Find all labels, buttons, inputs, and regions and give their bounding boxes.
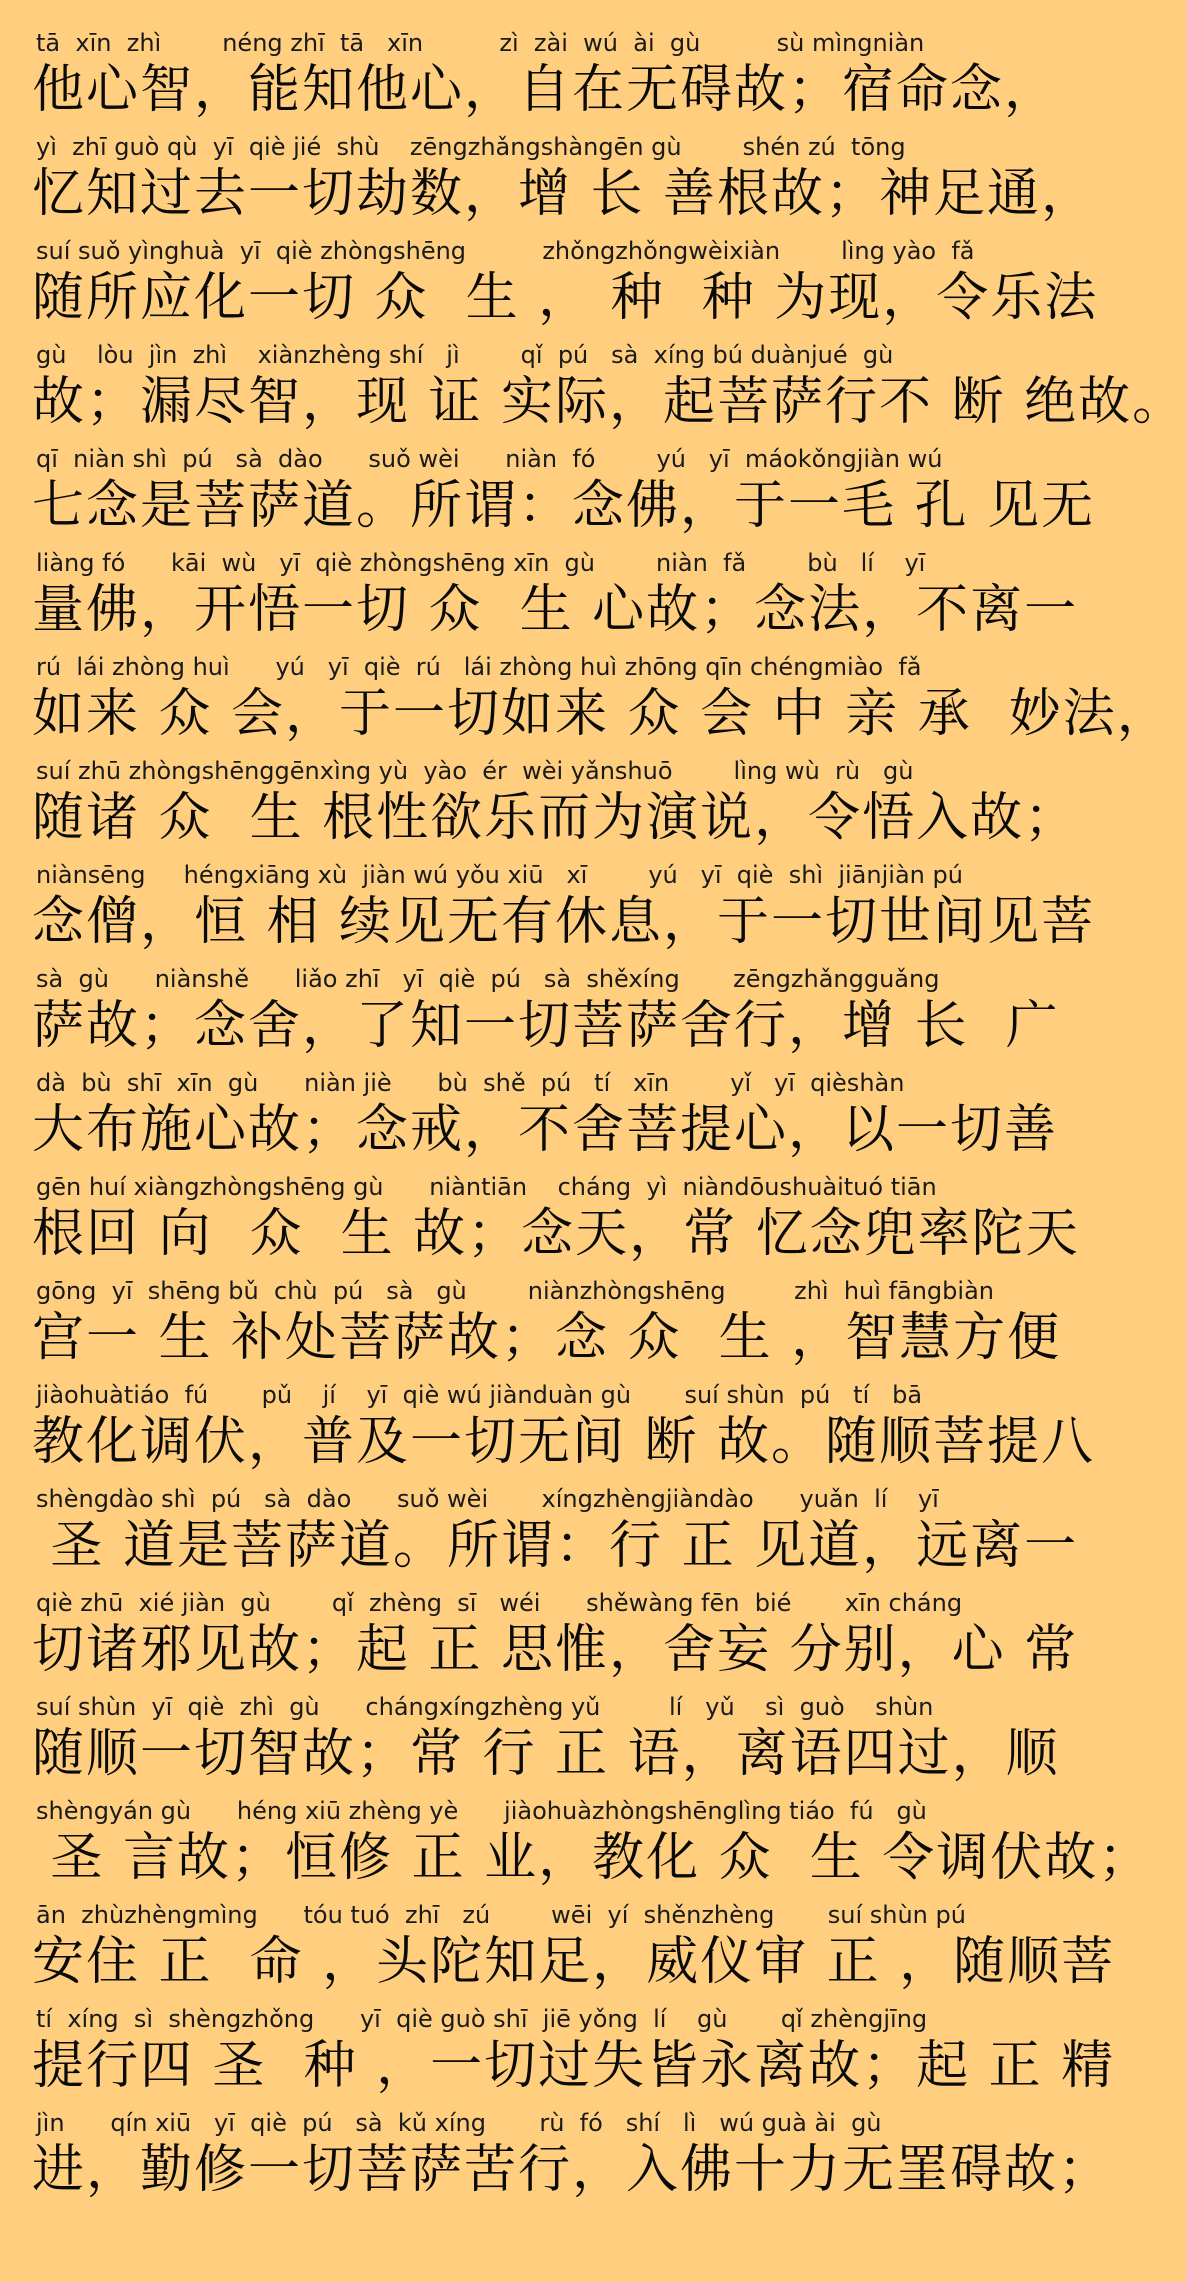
hanzi-text: 切诸邪见故；起 正 思惟，舍妄 分别，心 常 bbox=[32, 1620, 1079, 1680]
text-line bbox=[0, 652, 1171, 756]
hanzi-text: 念僧，恒 相 续见无有休息，于一切世间见菩 bbox=[32, 892, 1096, 952]
pinyin-annotation: sà gù niànshě liǎo zhī yī qiè pú sà shěxíng zēngzhǎngguǎng bbox=[36, 965, 940, 993]
pinyin-annotation: shèngyán gù héng xiū zhèng yè jiàohuàzhòngshēnglìng tiáo fú gù bbox=[36, 1797, 927, 1825]
hanzi-text: 随所应化一切 众 生 ， 种 种 为现，令乐法 bbox=[32, 268, 1099, 328]
pinyin-annotation: rú lái zhòng huì yú yī qiè rú lái zhòng huì zhōng qīn chéngmiào fǎ bbox=[36, 653, 922, 681]
hanzi-text: 如来 众 会，于一切如来 众 会 中 亲 承 妙法， bbox=[32, 684, 1171, 744]
text-line bbox=[0, 1900, 1116, 2004]
pinyin-annotation: gōng yī shēng bǔ chù pú sà gù niànzhòngshēng zhì huì fāngbiàn bbox=[36, 1277, 994, 1305]
text-line bbox=[0, 132, 1096, 236]
text-line bbox=[0, 2108, 1113, 2212]
pinyin-annotation: suí suǒ yìnghuà yī qiè zhòngshēng zhǒngzhǒngwèixiàn lìng yào fǎ bbox=[36, 237, 975, 265]
text-line bbox=[0, 1796, 1153, 1900]
pinyin-annotation: tí xíng sì shèngzhǒng yī qiè guò shī jiē yǒng lí gù qǐ zhèngjīng bbox=[36, 2005, 928, 2033]
hanzi-text: 忆知过去一切劫数，增 长 善根故；神足通， bbox=[32, 164, 1096, 224]
text-line bbox=[0, 1068, 1080, 1172]
hanzi-text: 根回 向 众 生 故；念天，常 忆念兜率陀天 bbox=[32, 1204, 1080, 1264]
hanzi-text: 他心智，能知他心，自在无碍故；宿命念， bbox=[32, 60, 1059, 120]
hanzi-text: 随顺一切智故；常 行 正 语，离语四过，顺 bbox=[32, 1724, 1060, 1784]
hanzi-text: 进，勤修一切菩萨苦行，入佛十力无罣碍故； bbox=[32, 2140, 1113, 2200]
hanzi-text: 故；漏尽智，现 证 实际，起菩萨行不 断 绝故。 bbox=[32, 372, 1186, 432]
hanzi-text: 安住 正 命 ，头陀知足，威仪审 正 ，随顺菩 bbox=[32, 1932, 1116, 1992]
text-line bbox=[0, 236, 1099, 340]
text-line bbox=[0, 1484, 1080, 1588]
pinyin-annotation: suí shùn yī qiè zhì gù chángxíngzhèng yǔ lí yǔ sì guò shùn bbox=[36, 1693, 934, 1721]
text-line bbox=[0, 1276, 1080, 1380]
hanzi-text: 圣 道是菩萨道。所谓：行 正 见道，远离一 bbox=[32, 1516, 1079, 1576]
pinyin-annotation: ān zhùzhèngmìng tóu tuó zhī zú wēi yí shěnzhèng suí shùn pú bbox=[36, 1901, 966, 1929]
text-line bbox=[0, 548, 1080, 652]
hanzi-text: 萨故；念舍，了知一切菩萨舍行，增 长 广 bbox=[32, 996, 1060, 1056]
pinyin-annotation: jiàohuàtiáo fú pǔ jí yī qiè wú jiànduàn gù suí shùn pú tí bā bbox=[36, 1381, 923, 1409]
text-line bbox=[0, 1588, 1080, 1692]
text-line bbox=[0, 1172, 1080, 1276]
text-line bbox=[0, 1380, 1096, 1484]
text-line bbox=[0, 1692, 1080, 1796]
pinyin-annotation: qiè zhū xié jiàn gù qǐ zhèng sī wéi shěwàng fēn bié xīn cháng bbox=[36, 1589, 963, 1617]
hanzi-text: 七念是菩萨道。所谓：念佛，于一毛 孔 见无 bbox=[32, 476, 1096, 536]
pinyin-annotation: jìn qín xiū yī qiè pú sà kǔ xíng rù fó shí lì wú guà ài gù bbox=[36, 2109, 882, 2137]
pinyin-annotation: gēn huí xiàngzhòngshēng gù niàntiān cháng yì niàndōushuàituó tiān bbox=[36, 1173, 937, 1201]
hanzi-text: 教化调伏，普及一切无间 断 故。随顺菩提八 bbox=[32, 1412, 1096, 1472]
text-line bbox=[0, 2004, 1116, 2108]
hanzi-text: 量佛，开悟一切 众 生 心故；念法，不离一 bbox=[32, 580, 1079, 640]
text-line bbox=[0, 964, 1080, 1068]
hanzi-text: 大布施心故；念戒，不舍菩提心，以一切善 bbox=[32, 1100, 1059, 1160]
text-line bbox=[0, 28, 1080, 132]
pinyin-annotation: gù lòu jìn zhì xiànzhèng shí jì qǐ pú sà xíng bú duànjué gù bbox=[36, 341, 894, 369]
pinyin-annotation: yì zhī guò qù yī qiè jié shù zēngzhǎngshàngēn gù shén zú tōng bbox=[36, 133, 906, 161]
pinyin-annotation: qī niàn shì pú sà dào suǒ wèi niàn fó yú yī máokǒngjiàn wú bbox=[36, 445, 943, 473]
hanzi-text: 圣 言故；恒修 正 业，教化 众 生 令调伏故； bbox=[32, 1828, 1153, 1888]
text-line bbox=[0, 756, 1080, 860]
pinyin-annotation: niànsēng héngxiāng xù jiàn wú yǒu xiū xī yú yī qiè shì jiānjiàn pú bbox=[36, 861, 963, 889]
text-line bbox=[0, 340, 1186, 444]
pinyin-annotation: shèngdào shì pú sà dào suǒ wèi xíngzhèngjiàndào yuǎn lí yī bbox=[36, 1485, 939, 1513]
text-line bbox=[0, 860, 1096, 964]
pinyin-annotation: tā xīn zhì néng zhī tā xīn zì zài wú ài gù sù mìngniàn bbox=[36, 29, 925, 57]
pinyin-annotation: liàng fó kāi wù yī qiè zhòngshēng xīn gù niàn fǎ bù lí yī bbox=[36, 549, 926, 577]
hanzi-text: 提行四 圣 种 ，一切过失皆永离故；起 正 精 bbox=[32, 2036, 1116, 2096]
pinyin-annotation: dà bù shī xīn gù niàn jiè bù shě pú tí xīn yǐ yī qièshàn bbox=[36, 1069, 905, 1097]
hanzi-text: 随诸 众 生 根性欲乐而为演说，令悟入故； bbox=[32, 788, 1079, 848]
text-line bbox=[0, 444, 1096, 548]
pinyin-annotation: suí zhū zhòngshēnggēnxìng yù yào ér wèi yǎnshuō lìng wù rù gù bbox=[36, 757, 914, 785]
hanzi-text: 宫一 生 补处菩萨故；念 众 生 ，智慧方便 bbox=[32, 1308, 1062, 1368]
